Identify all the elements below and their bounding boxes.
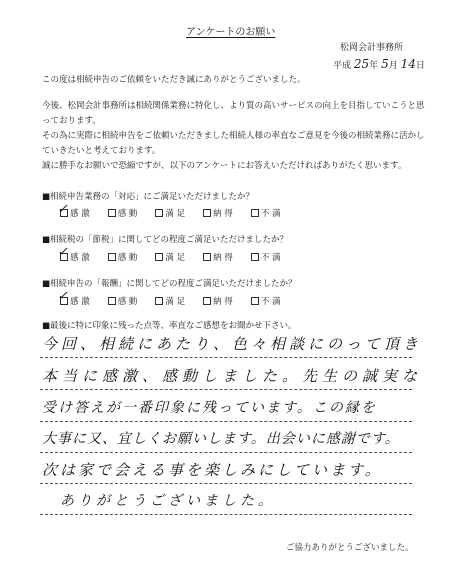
option-label: 感 激 [70,209,90,219]
option-label: 感 動 [117,297,138,307]
comment-handwritten-line-6: ありがとうございました。 [60,493,276,509]
handwritten-check-icon: ✓ [57,202,68,217]
intro-line-3: っております。 [42,116,101,126]
option-label: 納 得 [213,253,233,263]
option-label: 不 満 [260,253,281,263]
writing-line [40,389,412,390]
option-label: 納 得 [213,209,233,219]
date-day: 14 [400,57,416,71]
checkbox[interactable] [251,297,259,305]
checkbox[interactable] [251,253,259,261]
office-name: 松岡会計事務所 [340,43,404,53]
option-label: 感 激 [70,253,90,263]
comment-handwritten-line-2: 本当に感激、感動しました。先生の誠実な [42,367,423,385]
option-label: 不 満 [260,297,281,307]
intro-line-6: 誠に勝手なお願いで恐縮ですが、以下のアンケートにお答えいただければありがたく思います。 [42,161,407,171]
checkbox[interactable] [203,253,211,261]
option-label: 満 足 [165,297,186,307]
comment-handwritten-line-5: 次は家で会える事を楽しみにしています。 [42,461,383,479]
question-3-options [60,297,296,307]
handwritten-check-icon: ✓ [57,245,68,260]
comment-prompt: ■最後に特に印象に残った点等、率直なご感想をお聞かせ下さい。 [42,321,297,331]
question-2-options [60,253,296,263]
writing-line [40,357,412,358]
question-2-title: ■相続税の「節税」に関してどの程度ご満足いただけましたか？ [42,235,289,245]
date-month: 5 [381,57,389,71]
intro-line-2: 今後、松岡会計事務所は相続関係業務に特化し、より質の高いサービスの向上を目指していこうと思 [42,101,425,111]
question-1-options [60,209,296,219]
checkbox[interactable] [108,297,116,305]
date-year-unit: 年 [369,61,379,71]
handwritten-check-icon: ✓ [57,289,68,304]
option-label: 感 動 [117,253,138,263]
date-month-unit: 月 [388,61,398,71]
writing-line [40,421,412,422]
question-3-title: ■相続申告の「報酬」に関してどの程度ご満足いただけましたか？ [42,279,297,289]
question-1-title: ■相続申告業務の「対応」にご満足いただけましたか？ [42,192,255,202]
option-label: 満 足 [165,209,186,219]
option-label: 納 得 [213,297,233,307]
checkbox[interactable] [155,297,163,305]
comment-handwritten-line-3: 受け答えが一番印象に残っています。この縁を [42,400,377,416]
checkbox[interactable] [108,253,116,261]
option-label: 感 激 [70,297,90,307]
date-year: 25 [353,57,370,71]
intro-line-1: この度は相続申告のご依頼をいただき誠にありがとうございました。 [42,75,306,85]
date-era: 平成 [333,61,352,71]
option-label: 感 動 [117,209,138,219]
date-day-unit: 日 [415,61,425,71]
intro-line-4: その為に実際に相続申告をご依頼いただきました相続人様の率直なご意見を今後の相続業務に活かし [42,131,425,141]
writing-line [40,483,412,484]
intro-line-5: ていきたいと考えております。 [42,146,161,156]
checkbox[interactable] [203,209,211,217]
document-title: アンケートのお願い [186,27,276,38]
writing-line [40,452,412,453]
closing-text: ご協力ありがとうございました。 [286,543,414,553]
comment-handwritten-line-1: 今回、相続にあたり、色々相談にのって頂き [42,335,422,353]
option-label: 満 足 [165,253,186,263]
option-label: 不 満 [260,209,281,219]
writing-line [40,514,412,515]
date-line [333,58,425,71]
checkbox[interactable] [203,297,211,305]
checkbox[interactable] [108,209,116,217]
checkbox[interactable] [155,209,163,217]
checkbox[interactable] [155,253,163,261]
checkbox[interactable] [251,209,259,217]
comment-handwritten-line-4: 大事に又、宜しくお願いします。出会いに感謝です。 [42,431,400,447]
